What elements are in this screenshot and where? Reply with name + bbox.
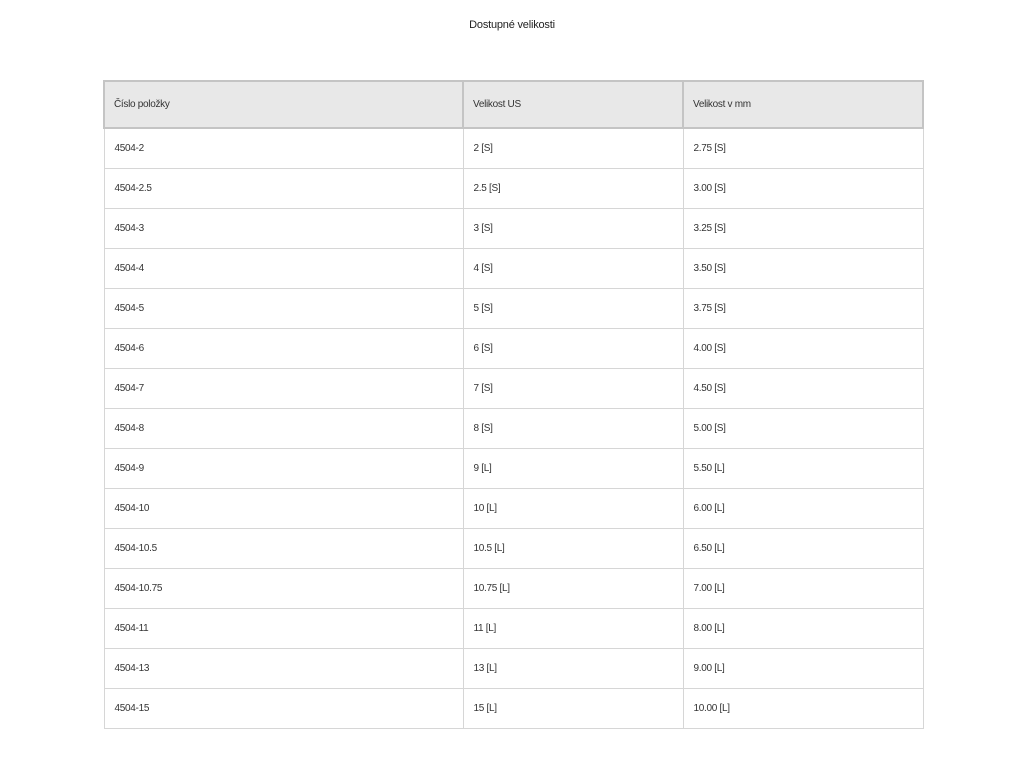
page-title: Dostupné velikosti: [469, 19, 555, 31]
table-row: [104, 569, 923, 609]
item-number-cell: 4504-3: [104, 209, 463, 249]
mm-size-cell: 6.50 [L]: [683, 529, 923, 569]
us-size-cell: 11 [L]: [463, 609, 683, 649]
us-size-cell: 10.75 [L]: [463, 569, 683, 609]
item-number-cell: 4504-10.5: [104, 529, 463, 569]
item-number-cell: 4504-7: [104, 369, 463, 409]
table-row: [104, 369, 923, 409]
item-number-cell: 4504-15: [104, 689, 463, 729]
table-row: [104, 169, 923, 209]
us-size-cell: 10.5 [L]: [463, 529, 683, 569]
us-size-cell: 8 [S]: [463, 409, 683, 449]
us-size-cell: 13 [L]: [463, 649, 683, 689]
us-size-cell: 2.5 [S]: [463, 169, 683, 209]
header-item-number: Číslo položky: [104, 81, 463, 128]
us-size-cell: 5 [S]: [463, 289, 683, 329]
item-number-cell: 4504-13: [104, 649, 463, 689]
table-header-row: [104, 81, 923, 128]
item-number-cell: 4504-6: [104, 329, 463, 369]
us-size-cell: 15 [L]: [463, 689, 683, 729]
table-row: [104, 689, 923, 729]
item-number-cell: 4504-9: [104, 449, 463, 489]
mm-size-cell: 3.25 [S]: [683, 209, 923, 249]
us-size-cell: 6 [S]: [463, 329, 683, 369]
mm-size-cell: 4.00 [S]: [683, 329, 923, 369]
mm-size-cell: 7.00 [L]: [683, 569, 923, 609]
table-row: [104, 649, 923, 689]
table-row: [104, 489, 923, 529]
header-us-size: Velikost US: [463, 81, 683, 128]
mm-size-cell: 6.00 [L]: [683, 489, 923, 529]
item-number-cell: 4504-8: [104, 409, 463, 449]
us-size-cell: 2 [S]: [463, 128, 683, 169]
mm-size-cell: 3.50 [S]: [683, 249, 923, 289]
item-number-cell: 4504-10: [104, 489, 463, 529]
table-row: [104, 609, 923, 649]
header-mm-size: Velikost v mm: [683, 81, 923, 128]
mm-size-cell: 4.50 [S]: [683, 369, 923, 409]
us-size-cell: 4 [S]: [463, 249, 683, 289]
table-row: [104, 249, 923, 289]
item-number-cell: 4504-2: [104, 128, 463, 169]
us-size-cell: 9 [L]: [463, 449, 683, 489]
table-row: [104, 529, 923, 569]
mm-size-cell: 5.00 [S]: [683, 409, 923, 449]
us-size-cell: 7 [S]: [463, 369, 683, 409]
table-row: [104, 329, 923, 369]
item-number-cell: 4504-2.5: [104, 169, 463, 209]
table-row: [104, 409, 923, 449]
item-number-cell: 4504-11: [104, 609, 463, 649]
mm-size-cell: 8.00 [L]: [683, 609, 923, 649]
table-row: [104, 449, 923, 489]
us-size-cell: 10 [L]: [463, 489, 683, 529]
item-number-cell: 4504-5: [104, 289, 463, 329]
table-row: [104, 289, 923, 329]
mm-size-cell: 9.00 [L]: [683, 649, 923, 689]
sizes-table: [103, 80, 924, 729]
mm-size-cell: 3.00 [S]: [683, 169, 923, 209]
table-row: [104, 209, 923, 249]
item-number-cell: 4504-4: [104, 249, 463, 289]
mm-size-cell: 10.00 [L]: [683, 689, 923, 729]
table-body: [104, 128, 923, 729]
table-row: [104, 128, 923, 169]
mm-size-cell: 2.75 [S]: [683, 128, 923, 169]
mm-size-cell: 5.50 [L]: [683, 449, 923, 489]
us-size-cell: 3 [S]: [463, 209, 683, 249]
item-number-cell: 4504-10.75: [104, 569, 463, 609]
mm-size-cell: 3.75 [S]: [683, 289, 923, 329]
